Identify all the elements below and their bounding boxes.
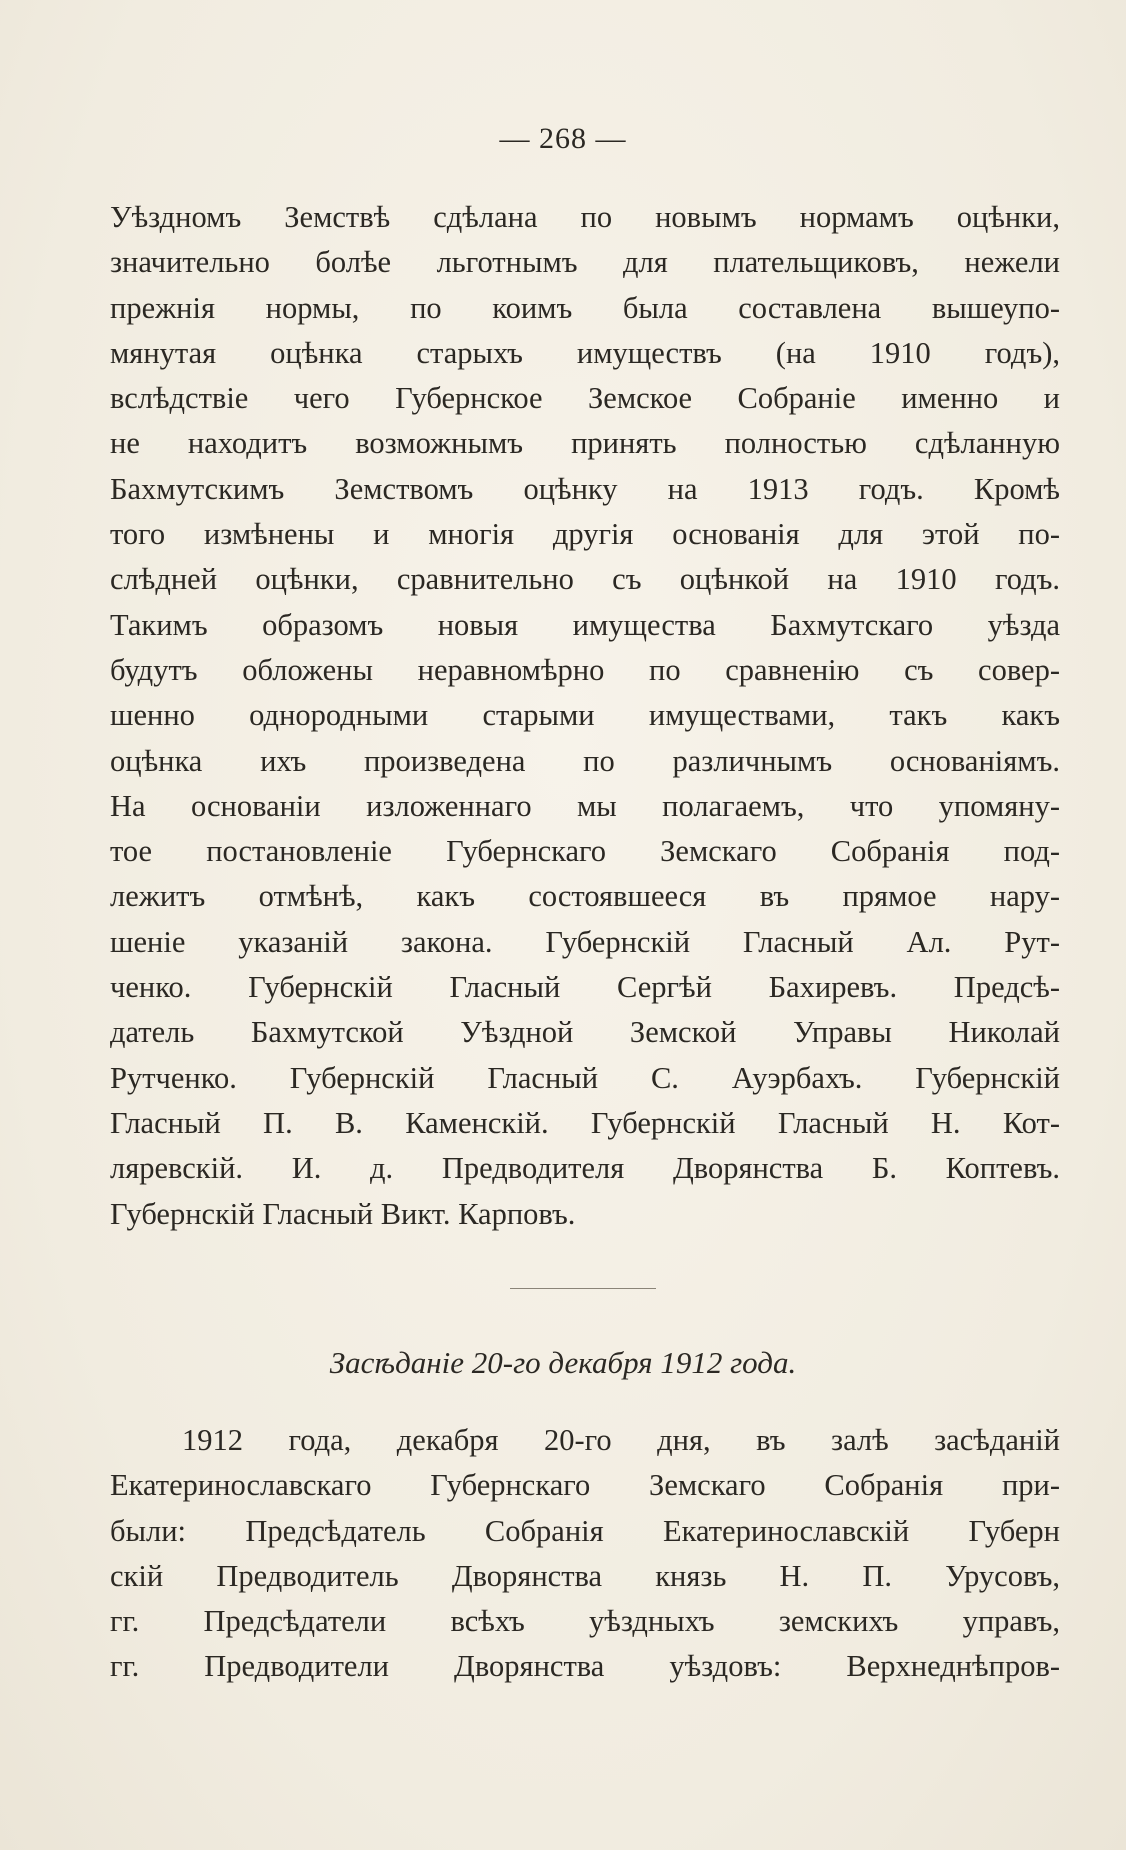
text-line: вслѣдствіе чего Губернское Земское Собраніе именно и: [110, 381, 1060, 416]
text-line: ляревскій. И. д. Предводителя Дворянства Б. Коптевъ.: [110, 1151, 1060, 1186]
text-line: оцѣнка ихъ произведена по различнымъ основаніямъ.: [110, 743, 1060, 778]
text-line: гг. Предсѣдатели всѣхъ уѣздныхъ земскихъ управъ,: [110, 1604, 1060, 1639]
text-line: 1912 года, декабря 20-го дня, въ залѣ засѣданій: [182, 1423, 1060, 1457]
text-line: ченко. Губернскій Гласный Сергѣй Бахиревъ. Предсѣ-: [110, 970, 1060, 1005]
page-number: — 268 —: [499, 122, 627, 155]
text-line: мянутая оцѣнка старыхъ имуществъ (на 1910 годъ),: [110, 335, 1060, 370]
text-line: лежитъ отмѣнѣ, какъ состоявшееся въ прямое нару-: [110, 879, 1060, 914]
text-line: шенно однородными старыми имуществами, такъ какъ: [110, 698, 1060, 733]
text-line: того измѣнены и многія другія основанія для этой по-: [110, 517, 1060, 552]
text-line: слѣдней оцѣнки, сравнительно съ оцѣнкой на 1910 годъ.: [110, 562, 1060, 597]
text-line: тое постановленіе Губернскаго Земскаго Собранія под-: [110, 834, 1060, 869]
section-divider: [510, 1288, 656, 1289]
text-line: Бахмутскимъ Земствомъ оцѣнку на 1913 годъ. Кромѣ: [110, 471, 1060, 506]
text-line: не находитъ возможнымъ принять полностью сдѣланную: [110, 426, 1060, 461]
text-line: значительно болѣе льготнымъ для плательщиковъ, нежели: [110, 245, 1060, 280]
text-line: Такимъ образомъ новыя имущества Бахмутскаго уѣзда: [110, 607, 1060, 642]
text-line: Гласный П. В. Каменскій. Губернскій Гласный Н. Кот-: [110, 1105, 1060, 1140]
section-heading: Засѣданіе 20-го декабря 1912 года.: [329, 1345, 797, 1380]
text-line: шеніе указаній закона. Губернскій Гласный Ал. Рут-: [110, 924, 1060, 959]
text-line: гг. Предводители Дворянства уѣздовъ: Верхнеднѣпров-: [110, 1649, 1060, 1684]
paragraph-session: [110, 1418, 1060, 1690]
text-line: Уѣздномъ Земствѣ сдѣлана по новымъ нормамъ оцѣнки,: [110, 200, 1060, 234]
text-line: На основаніи изложеннаго мы полагаемъ, что упомяну-: [110, 788, 1060, 823]
paragraph-petition: [110, 195, 1060, 1237]
text-line: прежнія нормы, по коимъ была составлена вышеупо-: [110, 290, 1060, 325]
text-line: будутъ обложены неравномѣрно по сравненію съ совер-: [110, 652, 1060, 687]
text-line: Екатеринославскаго Губернскаго Земскаго Собранія при-: [110, 1468, 1060, 1503]
text-line: Рутченко. Губернскій Гласный С. Ауэрбахъ. Губернскій: [110, 1060, 1060, 1095]
text-line: скій Предводитель Дворянства князь Н. П. Урусовъ,: [110, 1558, 1060, 1593]
text-line: были: Предсѣдатель Собранія Екатеринославскій Губерн: [110, 1513, 1060, 1548]
text-line: датель Бахмутской Уѣздной Земской Управы Николай: [110, 1015, 1060, 1050]
text-line: Губернскій Гласный Викт. Карповъ.: [110, 1196, 576, 1231]
